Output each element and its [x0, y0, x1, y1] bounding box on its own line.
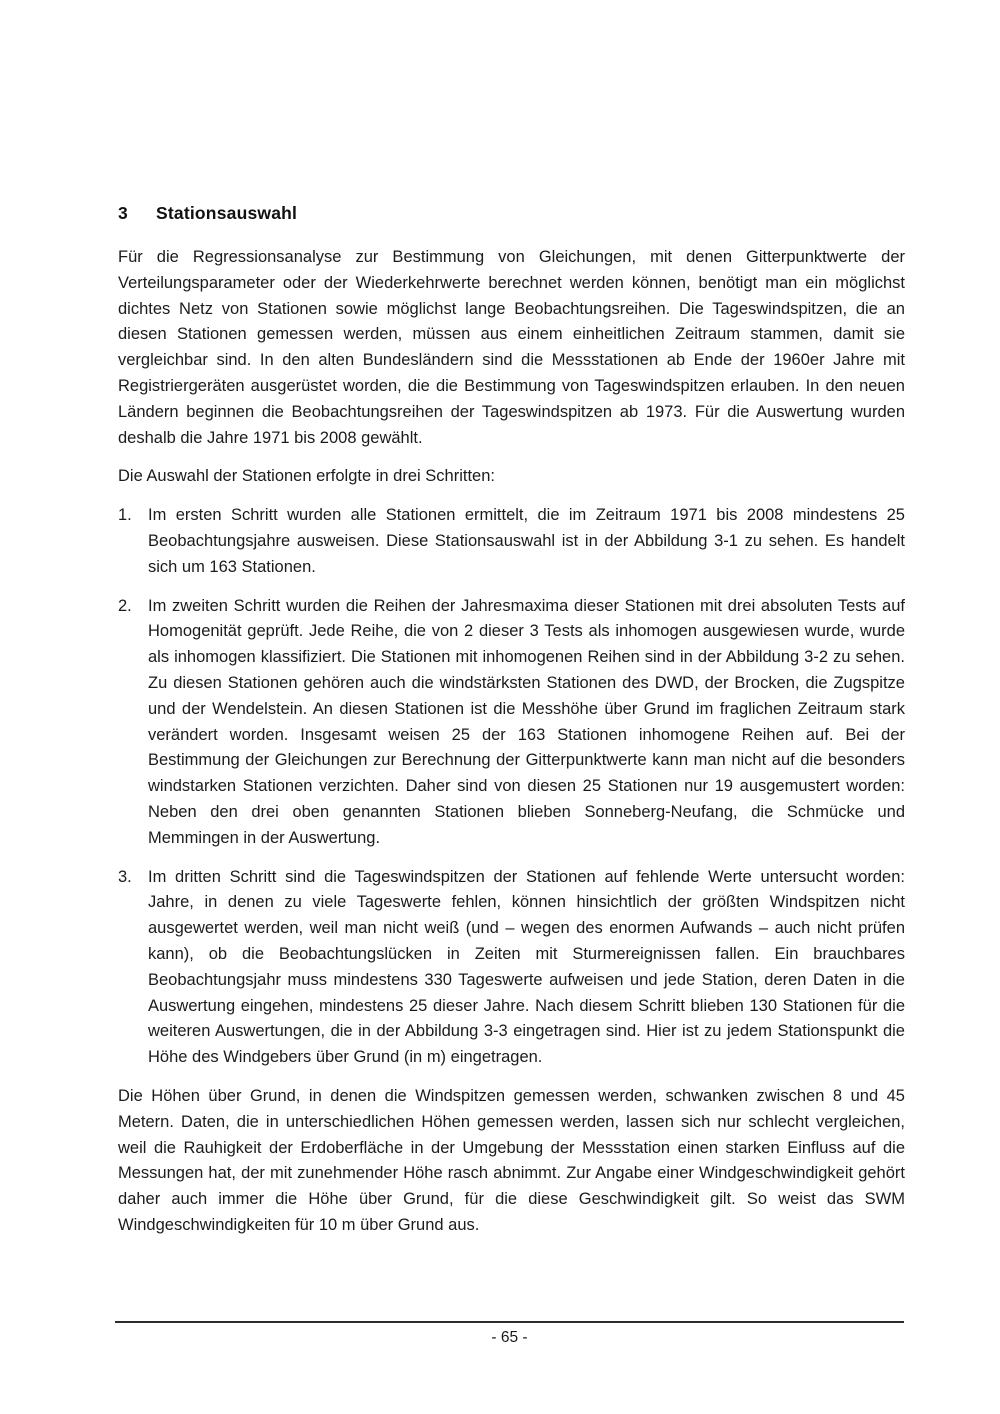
content-area — [118, 203, 905, 1239]
list-item-text: Im ersten Schritt wurden alle Stationen ermittelt, die im Zeitraum 1971 bis 2008 mindestens 25 Beobachtungsjahre ausweisen. Diese Stationsauswahl ist in der Abbildung 3-1 zu sehen. Es handelt sich um 163 Stationen. — [148, 506, 905, 576]
list-item — [118, 865, 905, 1071]
section-number: 3 — [118, 203, 128, 223]
steps-list — [118, 503, 905, 1071]
section-title: Stationsauswahl — [156, 203, 298, 223]
list-item-number: 3. — [118, 867, 132, 886]
section-heading — [118, 203, 905, 224]
list-item — [118, 594, 905, 852]
list-item-number: 1. — [118, 506, 132, 525]
list-item — [118, 503, 905, 580]
list-item-text: Im dritten Schritt sind die Tageswindspitzen der Stationen auf fehlende Werte untersucht worden: Jahre, in denen zu viele Tageswerte fehlen, können hinsichtlich der größten Windspitzen nicht ausgewertet werden, weil man nicht weiß (und – wegen des enormen Aufwands – auch nicht prüfen kann), ob die Beobachtungslücken in Zeiten mit Sturmereignissen fallen. Ein brauchbares Beobachtungsjahr muss mindestens 330 Tageswerte aufweisen und jede Station, deren Daten in die Auswertung eingehen, mindestens 25 dieser Jahre. Nach diesem Schritt blieben 130 Stationen für die weiteren Auswertungen, die in der Abbildung 3-3 eingetragen sind. Hier ist zu jedem Stationspunkt die Höhe des Windgebers über Grund (in m) eingetragen. — [148, 867, 905, 1067]
paragraph-intro: Für die Regressionsanalyse zur Bestimmung von Gleichungen, mit denen Gitterpunktwerte der Verteilungsparameter oder der Wiederkehrwerte berechnet werden können, benötigt man ein möglichst dichtes Netz von Stationen sowie möglichst lange Beobachtungsreihen. Die Tageswindspitzen, die an diesen Stationen gemessen werden, müssen aus einem einheitlichen Zeitraum stammen, damit sie vergleichbar sind. In den alten Bundesländern sind die Messstationen ab Ende der 1960er Jahre mit Registriergeräten ausgerüstet worden, die die Bestimmung von Tageswindspitzen erlauben. In den neuen Ländern beginnen die Beobachtungsreihen der Tageswindspitzen ab 1973. Für die Auswertung wurden deshalb die Jahre 1971 bis 2008 gewählt. — [118, 248, 905, 447]
paragraph-closing: Die Höhen über Grund, in denen die Windspitzen gemessen werden, schwanken zwischen 8 und 45 Metern. Daten, die in unterschiedlichen Höhen gemessen werden, lassen sich nur schlecht vergleichen, weil die Rauhigkeit der Erdoberfläche in der Umgebung der Messstation einen starken Einfluss auf die Messungen hat, der mit zunehmender Höhe rasch abnimmt. Zur Angabe einer Windgeschwindigkeit gehört daher auch immer die Höhe über Grund, für die diese Geschwindigkeit gilt. So weist das SWM Windgeschwindigkeiten für 10 m über Grund aus. — [118, 1086, 905, 1234]
footer-divider — [115, 1321, 904, 1323]
list-item-text: Im zweiten Schritt wurden die Reihen der Jahresmaxima dieser Stationen mit drei absoluten Tests auf Homogenität geprüft. Jede Reihe, die von 2 dieser 3 Tests als inhomogen ausgewiesen wurde, wurde als inhomogen klassifiziert. Die Stationen mit inhomogenen Reihen sind in der Abbildung 3-2 zu sehen. Zu diesen Stationen gehören auch die windstärksten Stationen des DWD, der Brocken, die Zugspitze und der Wendelstein. An diesen Stationen ist die Messhöhe über Grund im fraglichen Zeitraum stark verändert worden. Insgesamt weisen 25 der 163 Stationen inhomogene Reihen auf. Bei der Bestimmung der Gleichungen zur Berechnung der Gitterpunktwerte kann man nicht auf die besonders windstarken Stationen verzichten. Daher sind von diesen 25 Stationen nur 19 ausgemustert worden: Neben den drei oben genannten Stationen blieben Sonneberg-Neufang, die Schmücke und Memmingen in der Auswertung. — [148, 596, 905, 847]
list-item-number: 2. — [118, 596, 132, 615]
page-number: - 65 - — [491, 1329, 528, 1346]
paragraph-steps-intro: Die Auswahl der Stationen erfolgte in drei Schritten: — [118, 467, 495, 486]
